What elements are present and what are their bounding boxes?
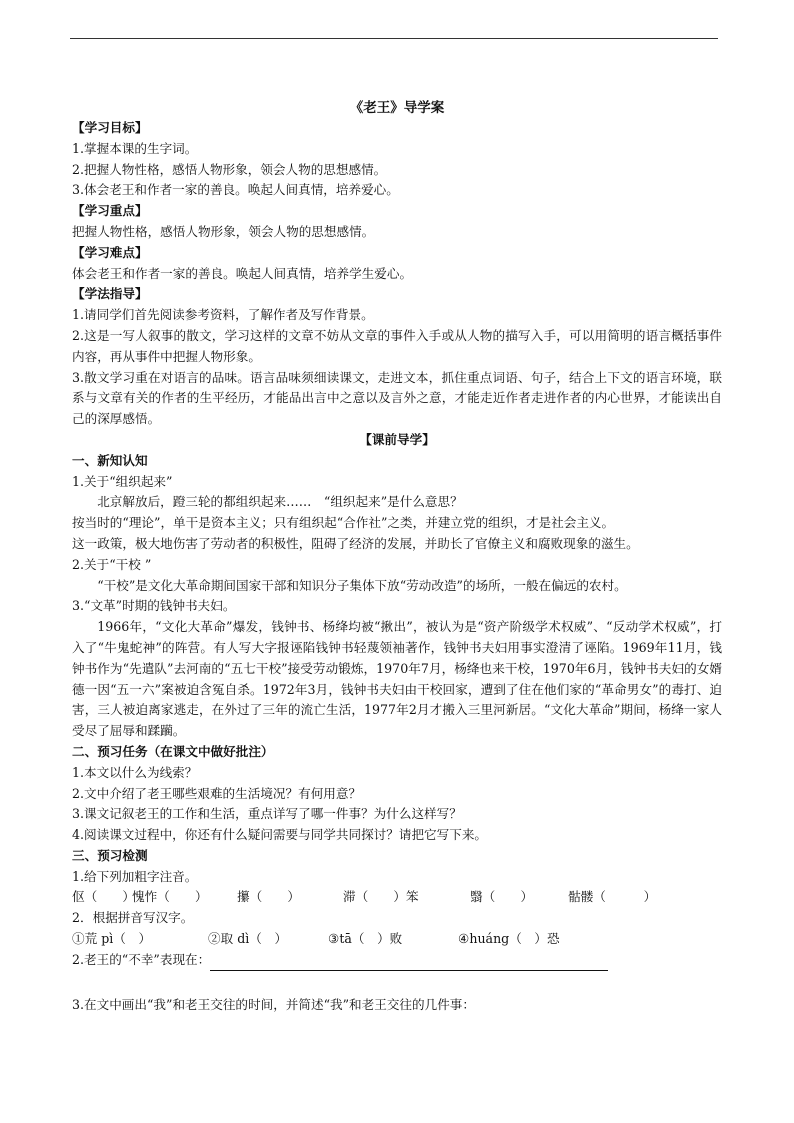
part1-sub2-p1: “干校”是文化大革命期间国家干部和知识分子集体下放“劳动改造”的场所，一般在偏远的农村。 <box>97 577 627 593</box>
phonetic-item[interactable]: 伛（ ） <box>72 889 135 905</box>
part2-item: 4.阅读课文过程中，你还有什么疑问需要与同学共同探讨？请把它写下来。 <box>72 827 488 843</box>
phonetic-item[interactable]: 愧怍（ ） <box>132 889 208 905</box>
part2-heading: 二、预习任务（在课文中做好批注） <box>72 743 274 759</box>
part1-sub1-title: 1.关于“组织起来” <box>72 473 173 489</box>
hanzi-item[interactable]: ④huáng（ ）恐 <box>458 931 560 947</box>
focus-heading: 【学习重点】 <box>72 203 148 219</box>
part3-heading: 三、预习检测 <box>72 847 148 863</box>
method-item-1: 1.请同学们首先阅读参考资料，了解作者及写作背景。 <box>72 307 374 323</box>
difficulty-heading: 【学习难点】 <box>72 244 148 260</box>
goal-item: 2.把握人物性格，感悟人物形象，领会人物的思想感情。 <box>72 161 387 177</box>
part1-sub1-p1: 北京解放后，蹬三轮的都组织起来…… “组织起来”是什么意思？ <box>97 494 463 510</box>
part2-item: 3.课文记叙老王的工作和生活，重点详写了哪一件事？为什么这样写？ <box>72 806 462 822</box>
goal-item: 3.体会老王和作者一家的善良。唤起人间真情，培养爱心。 <box>72 182 399 198</box>
method-item-3: 3.散文学习重在对语言的品味。语言品味须细读课文，走进文本，抓住重点词语、句子，结合上下文的语言环境，联系与文章有关的作者的生平经历，才能品出言中之意以及言外之意，才能走近作者走进作者的内心世界，才能读出自己的深厚感悟。 <box>72 369 722 427</box>
hanzi-item[interactable]: ①荒 pì（ ） <box>72 931 152 947</box>
preview-heading: 【课前导学】 <box>359 431 435 447</box>
answer-line[interactable] <box>210 956 608 971</box>
hanzi-row <box>72 929 722 950</box>
phonetic-item[interactable]: 翳（ ） <box>470 889 534 905</box>
phonetic-item[interactable]: 滞（ ）笨 <box>343 889 419 905</box>
part1-sub3-title: 3.“文革”时期的钱钟书夫妇。 <box>72 598 236 614</box>
part3-q2: 2．根据拼音写汉字。 <box>72 910 194 926</box>
difficulty-text: 体会老王和作者一家的善良。唤起人间真情，培养学生爱心。 <box>72 265 413 281</box>
part1-sub1-p2: 按当时的“理论”，单干是资本主义；只有组织起“合作社”之类，并建立党的组织，才是社会主义。 <box>72 515 615 531</box>
part2-item: 2.文中介绍了老王哪些艰难的生活境况？有何用意？ <box>72 785 362 801</box>
method-item-2: 2.这是一写人叙事的散文，学习这样的文章不妨从文章的事件入手或从人物的描写入手，可以用简明的语言概括事件内容，再从事件中把握人物形象。 <box>72 327 722 364</box>
phonetic-item[interactable]: 攥（ ） <box>237 889 300 905</box>
part3-q3-row <box>72 950 722 971</box>
part1-sub2-title: 2.关于“干校 ” <box>72 556 152 572</box>
goal-item: 1.掌握本课的生字词。 <box>72 140 198 156</box>
phonetic-row <box>72 887 722 908</box>
hanzi-item[interactable]: ②取 dì（ ） <box>208 931 288 947</box>
part3-q1: 1.给下列加粗字注音。 <box>72 868 198 884</box>
spacer <box>72 971 722 995</box>
part3-q3: 2.老王的“不幸”表现在： <box>72 951 211 967</box>
part1-sub1-p3: 这一政策，极大地伤害了劳动者的积极性，阻碍了经济的发展，并助长了官僚主义和腐败现象的滋生。 <box>72 535 639 551</box>
part3-q4: 3.在文中画出“我”和老王交往的时间，并简述“我”和老王交往的几件事： <box>72 996 475 1012</box>
header-rule <box>70 38 718 39</box>
part1-sub3-p1: 1966年，“文化大革命”爆发，钱钟书、杨绛均被“揪出”，被认为是“资产阶级学术权威”、“反动学术权威”，打入了“牛鬼蛇神”的阵营。有人写大字报诬陷钱钟书轻蔑领袖著作，钱钟书夫妇用事实澄清了诬陷。1969年11月，钱钟书作为“先遣队”去河南的“五七干校”接受劳动锻炼，1970年7月，杨绛也来干校，1970年6月，钱钟书夫妇的女婿德一因“五一六”案被迫含冤自杀。1972年3月，钱钟书夫妇由干校回家，遭到了住在他们家的“革命男女”的毒打、迫害，三人被迫离家逃走，在外过了三年的流亡生活，1977年2月才搬入三里河新居。“文化大革命”期间，杨绛一家人受尽了屈辱和蹂躏。 <box>72 619 722 739</box>
goals-heading: 【学习目标】 <box>72 120 148 135</box>
method-heading: 【学法指导】 <box>72 286 148 302</box>
part1-heading: 一、新知认知 <box>72 452 148 468</box>
hanzi-item[interactable]: ③tā（ ）败 <box>328 931 403 947</box>
part2-item: 1.本文以什么为线索？ <box>72 764 198 780</box>
page-title: 《老王》导学案 <box>349 100 445 116</box>
phonetic-item[interactable]: 骷髅（ ） <box>568 889 657 905</box>
focus-text: 把握人物性格，感悟人物形象，领会人物的思想感情。 <box>72 223 375 239</box>
document-body <box>72 98 722 1015</box>
